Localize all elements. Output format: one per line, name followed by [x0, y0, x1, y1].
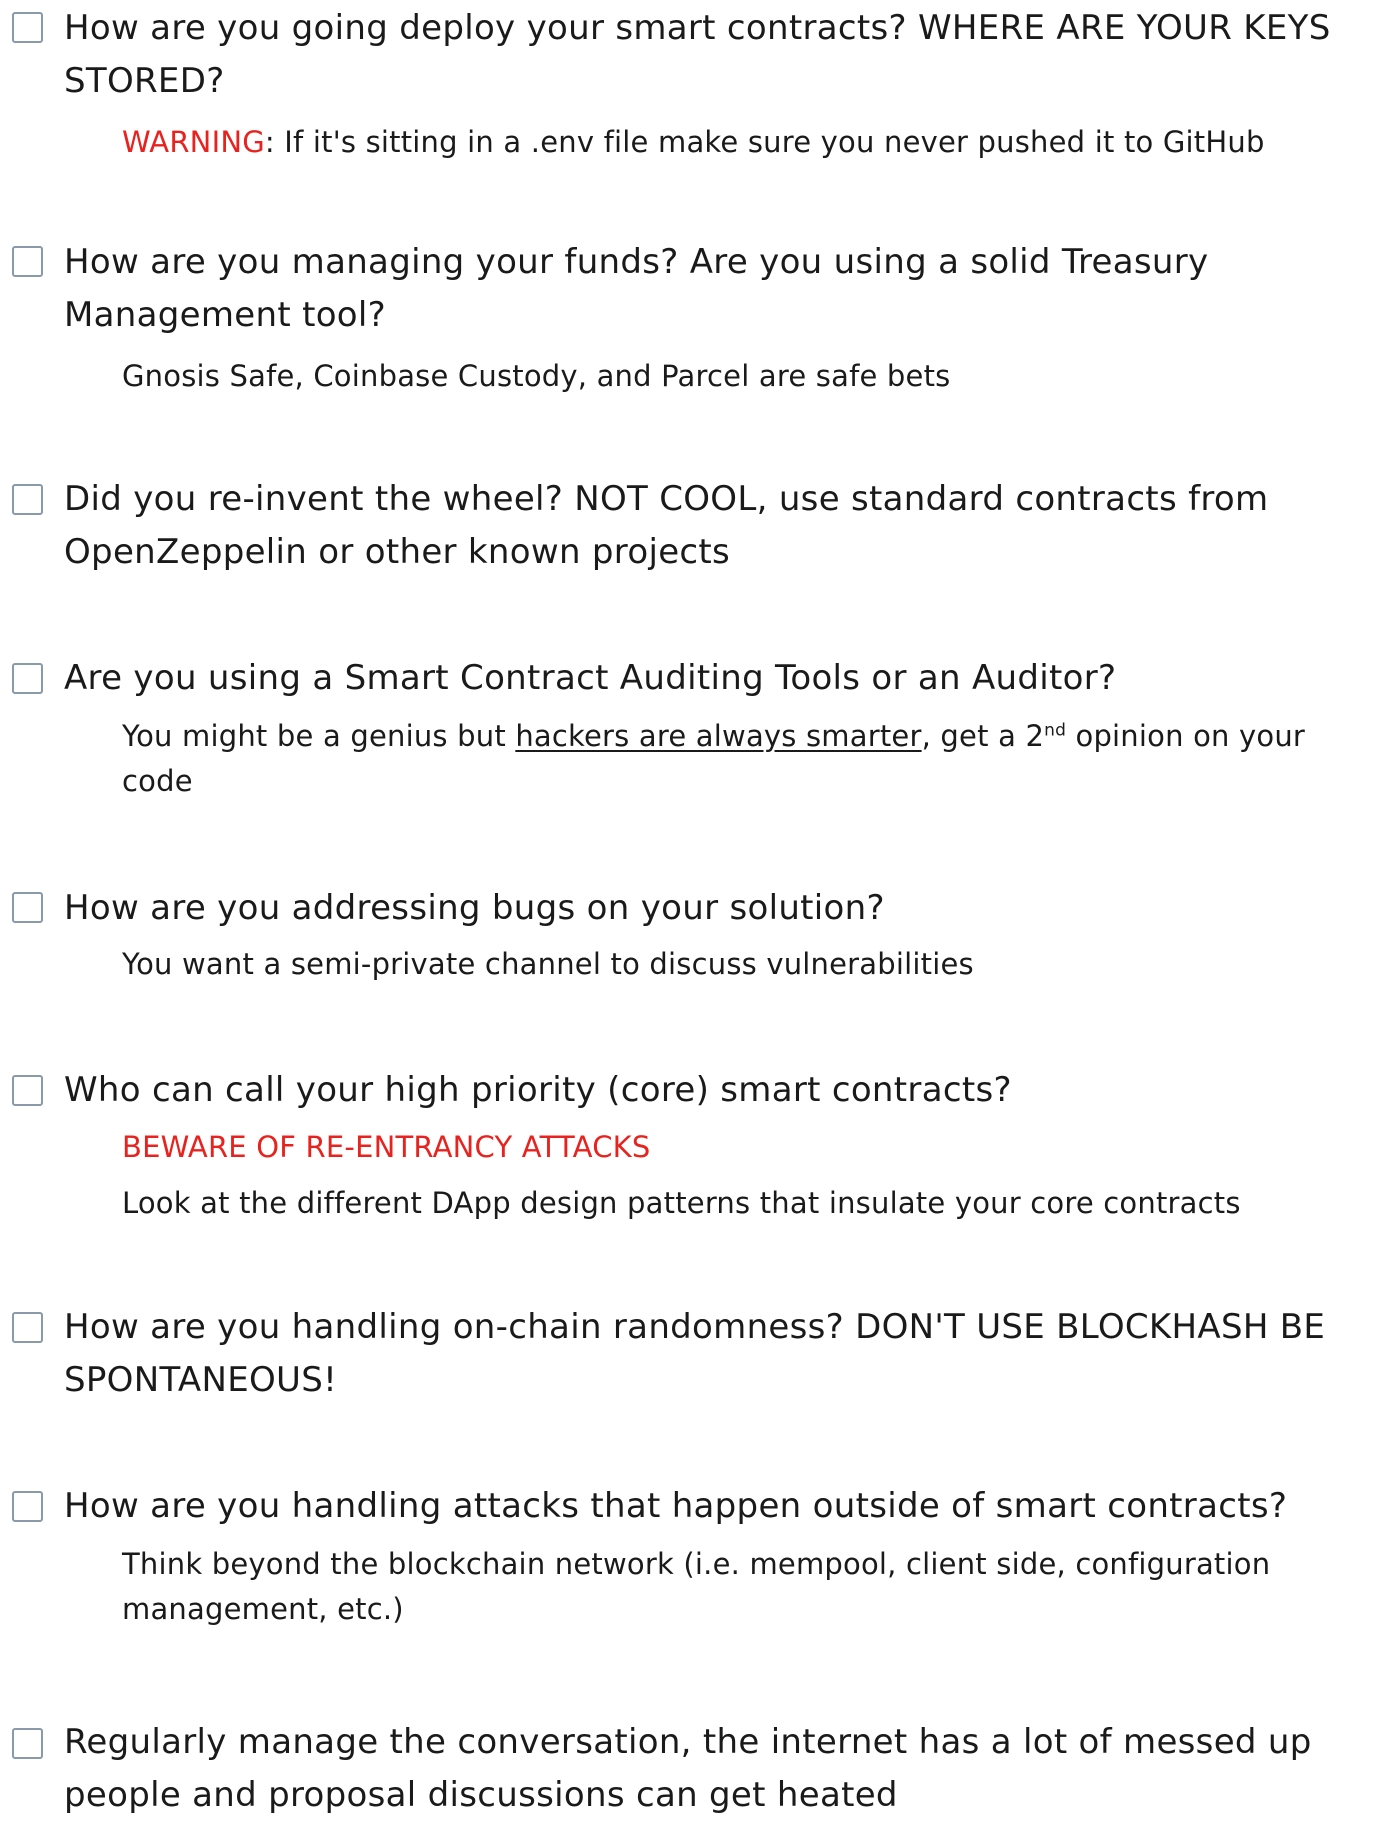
note-text: : If it's sitting in a .env file make sure you never pushed it to GitHub	[264, 125, 1265, 159]
item-question: Regularly manage the conversation, the internet has a lot of messed up people and proposal discussions can get heated	[64, 1722, 1312, 1815]
checkbox[interactable]	[12, 663, 43, 694]
checkbox[interactable]	[12, 12, 43, 43]
item-question: How are you going deploy your smart contracts? WHERE ARE YOUR KEYS STORED?	[64, 8, 1331, 101]
warning-label: WARNING	[122, 125, 265, 159]
note-text: opinion on your code	[122, 719, 1306, 798]
checkbox[interactable]	[12, 484, 43, 515]
item-note: You want a semi-private channel to discuss vulnerabilities	[122, 947, 974, 981]
item-question: How are you handling on-chain randomness? DON'T USE BLOCKHASH BE SPONTANEOUS!	[64, 1307, 1326, 1400]
checkbox[interactable]	[12, 246, 43, 277]
item-note: Look at the different DApp design patterns that insulate your core contracts	[122, 1186, 1241, 1220]
checkbox[interactable]	[12, 892, 43, 923]
item-question: How are you addressing bugs on your solution?	[64, 888, 885, 928]
item-note: Think beyond the blockchain network (i.e. mempool, client side, configuration management, etc.)	[122, 1547, 1271, 1626]
warning-text: BEWARE OF RE-ENTRANCY ATTACKS	[122, 1130, 651, 1164]
note-text: , get a 2	[921, 719, 1045, 753]
item-question: How are you handling attacks that happen outside of smart contracts?	[64, 1486, 1288, 1526]
note-text: You might be a genius but	[122, 719, 516, 753]
superscript: nd	[1044, 720, 1067, 741]
checkbox[interactable]	[12, 1728, 43, 1759]
item-question: Are you using a Smart Contract Auditing Tools or an Auditor?	[64, 658, 1117, 698]
item-note: Gnosis Safe, Coinbase Custody, and Parcel are safe bets	[122, 359, 951, 393]
checkbox[interactable]	[12, 1312, 43, 1343]
item-note	[122, 120, 1372, 165]
item-question: How are you managing your funds? Are you using a solid Treasury Management tool?	[64, 242, 1209, 335]
item-question: Who can call your high priority (core) smart contracts?	[64, 1070, 1012, 1110]
item-note	[122, 714, 1372, 804]
item-question: Did you re-invent the wheel? NOT COOL, use standard contracts from OpenZeppelin or other known projects	[64, 479, 1269, 572]
underlined-text: hackers are always smarter	[515, 719, 922, 753]
checkbox[interactable]	[12, 1075, 43, 1106]
checkbox[interactable]	[12, 1491, 43, 1522]
